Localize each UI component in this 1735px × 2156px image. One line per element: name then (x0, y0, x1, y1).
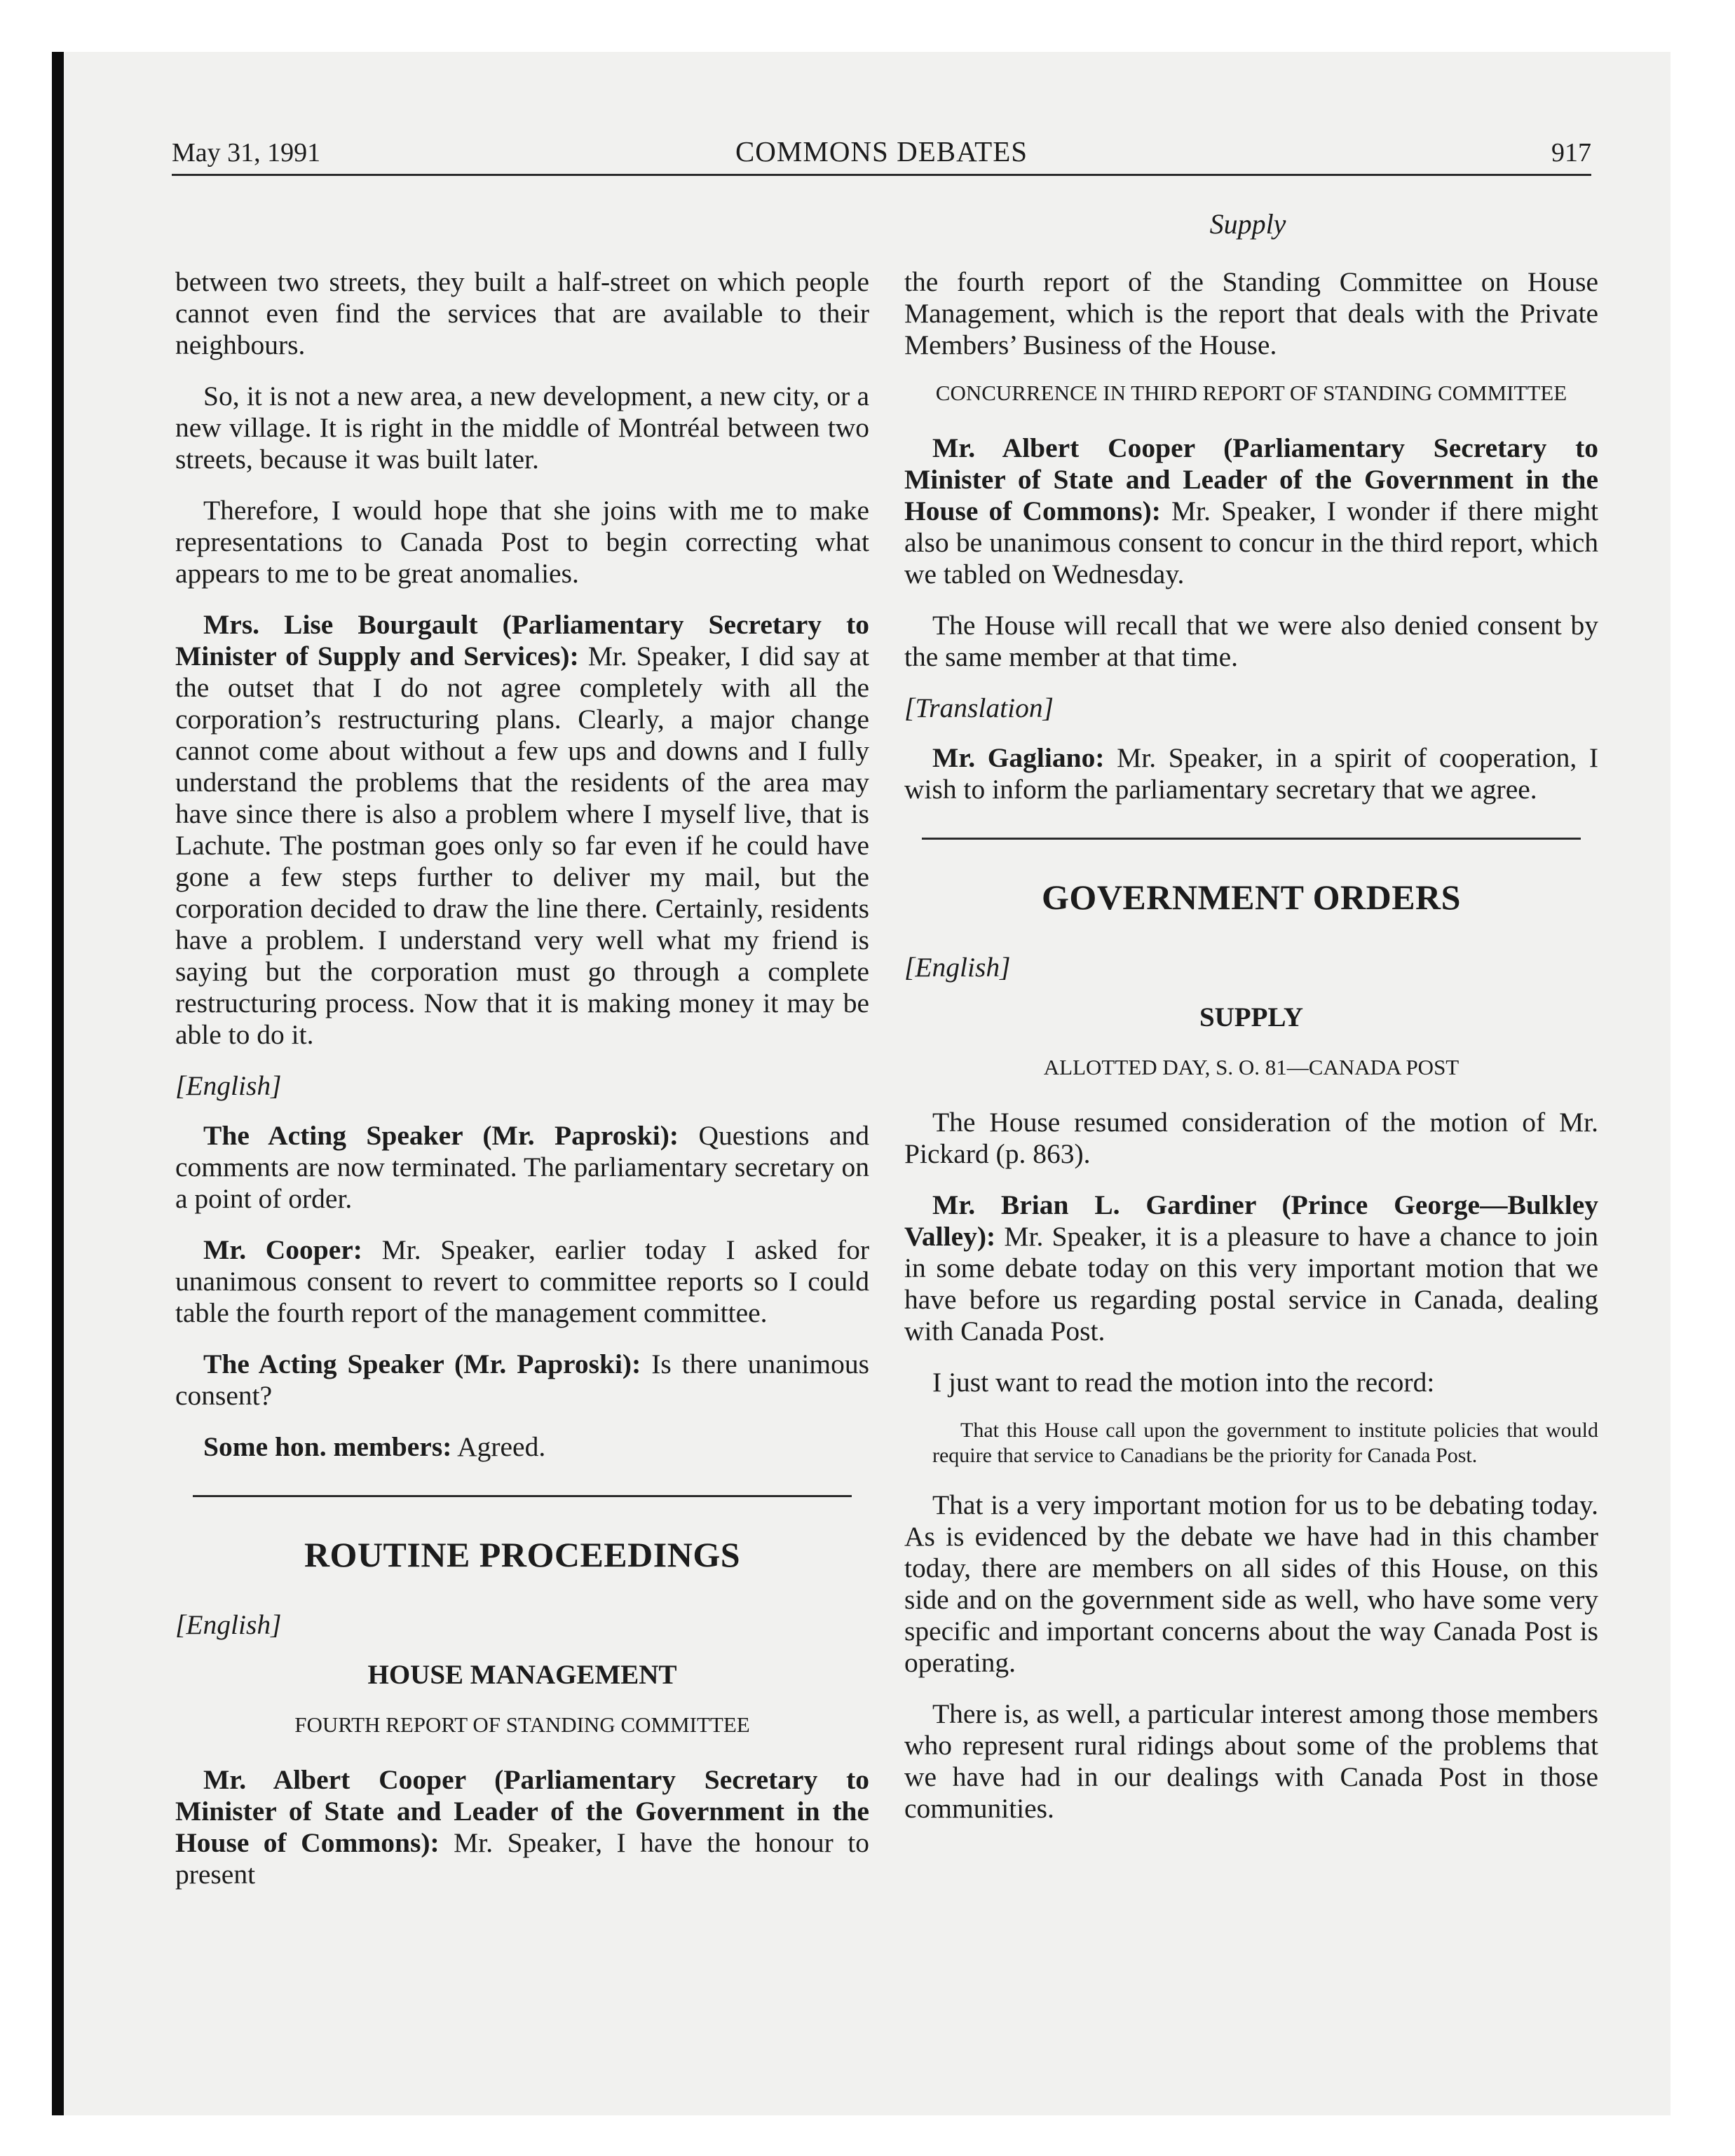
header-date: May 31, 1991 (172, 138, 321, 168)
speech-text: Mr. Speaker, earlier today I asked for unanimous consent to revert to committee reports so I could table the fourth report of the management committee. (175, 1234, 869, 1328)
left-column (175, 266, 869, 1910)
language-tag: [English] (904, 952, 1011, 983)
speech (175, 1764, 869, 1890)
paragraph: Therefore, I would hope that she joins with me to make representations to Canada Post to begin correcting what appears to me to be great anomalies. (175, 495, 869, 589)
language-tag: [English] (175, 1070, 282, 1101)
paragraph: between two streets, they built a half-street on which people cannot even find the services that are available to their neighbours. (175, 266, 869, 360)
header-page-number: 917 (1551, 138, 1591, 168)
speech-text: Is there unanimous consent? (175, 1349, 869, 1411)
paragraph: That is a very important motion for us to be debating today. As is evidenced by the debate we have had in this chamber today, there are members on all sides of this House, on this side and on the government side as well, who have some very specific and important concerns about the way Canada Post is operating. (904, 1489, 1598, 1678)
speech-text: Mr. Speaker, I have the honour to present (175, 1827, 870, 1890)
speech-text: Questions and comments are now terminated. The parliamentary secretary on a point of order. (175, 1120, 869, 1214)
paragraph: The House resumed consideration of the motion of Mr. Pickard (p. 863). (904, 1107, 1598, 1169)
paragraph: The House will recall that we were also denied consent by the same member at that time. (904, 610, 1598, 672)
speaker-name: Mrs. Lise Bourgault (Parliamentary Secretary to Minister of Supply and Services): (175, 609, 869, 671)
speech (175, 1431, 869, 1463)
minor-heading: FOURTH REPORT OF STANDING COMMITTEE (294, 1712, 750, 1737)
speech-text: Agreed. (451, 1431, 546, 1462)
motion-quote: That this House call upon the government to institute policies that would require that service to Canadians be the priority for Canada Post. (932, 1419, 1598, 1467)
speaker-name: Mr. Albert Cooper (Parliamentary Secretary to Minister of State and Leader of the Government in the House of Commons): (904, 432, 1598, 526)
speaker-name: The Acting Speaker (Mr. Paproski): (203, 1120, 679, 1151)
page-header (172, 123, 1591, 176)
speaker-name: Mr. Brian L. Gardiner (Prince George—Bulkley Valley): (904, 1189, 1598, 1252)
paragraph: I just want to read the motion into the record: (932, 1367, 1435, 1398)
speaker-name: Mr. Gagliano: (932, 742, 1105, 773)
section-heading: ROUTINE PROCEEDINGS (304, 1535, 741, 1574)
speech (175, 1234, 869, 1329)
running-head: Supply (1209, 208, 1286, 240)
speaker-name: Mr. Albert Cooper (Parliamentary Secretary to Minister of State and Leader of the Government in the House of Commons): (175, 1764, 869, 1858)
speaker-name: Some hon. members: (203, 1431, 452, 1462)
subheading: SUPPLY (1199, 1002, 1304, 1032)
paragraph: There is, as well, a particular interest among those members who represent rural ridings about some of the problems that we have had in our dealings with Canada Post in those communities. (904, 1698, 1598, 1824)
section-heading: GOVERNMENT ORDERS (1042, 878, 1461, 917)
header-title: COMMONS DEBATES (735, 135, 1028, 168)
speaker-name: The Acting Speaker (Mr. Paproski): (203, 1349, 641, 1379)
language-tag: [English] (175, 1609, 282, 1640)
minor-heading: ALLOTTED DAY, S. O. 81—CANADA POST (1043, 1055, 1460, 1079)
speech (904, 742, 1598, 805)
speech-text: Mr. Speaker, in a spirit of cooperation, I wish to inform the parliamentary secretary that we agree. (904, 742, 1599, 805)
section-divider (193, 1495, 852, 1497)
speech-text: Mr. Speaker, I wonder if there might also be unanimous consent to concur in the third report, which we tabled on Wednesday. (904, 496, 1598, 589)
section-divider (922, 838, 1581, 840)
binding-edge (52, 52, 64, 2115)
language-tag: [Translation] (904, 692, 1054, 723)
minor-heading: CONCURRENCE IN THIRD REPORT OF STANDING COMMITTEE (935, 381, 1567, 405)
speech (175, 609, 869, 1051)
paragraph: the fourth report of the Standing Committee on House Management, which is the report that deals with the Private Members’ Business of the House. (904, 266, 1598, 360)
speech-text: Mr. Speaker, I did say at the outset that I do not agree completely with all the corporation’s restructuring plans. Clearly, a major change cannot come about without a few ups and downs and I fully understand the problems that the residents of the area may have since there is also a problem where I myself live, that is Lachute. The postman goes only so far even if he could have gone a few steps further to deliver my mail, but the corporation decided to draw the line there. Certainly, residents have a problem. I understand very well what my friend is saying but the corporation must go through a complete restructuring process. Now that it is making money it may be able to do it. (175, 641, 869, 1050)
paragraph: So, it is not a new area, a new development, a new city, or a new village. It is right in the middle of Montréal between two streets, because it was built later. (175, 381, 869, 475)
subheading: HOUSE MANAGEMENT (367, 1660, 677, 1690)
speech (175, 1120, 869, 1215)
speech (904, 432, 1598, 590)
right-column (904, 266, 1598, 1844)
speech (175, 1349, 869, 1412)
speech-text: Mr. Speaker, it is a pleasure to have a chance to join in some debate today on this very important motion that we have before us regarding postal service in Canada, dealing with Canada Post. (904, 1221, 1598, 1346)
speaker-name: Mr. Cooper: (203, 1234, 362, 1265)
speech (904, 1189, 1598, 1347)
